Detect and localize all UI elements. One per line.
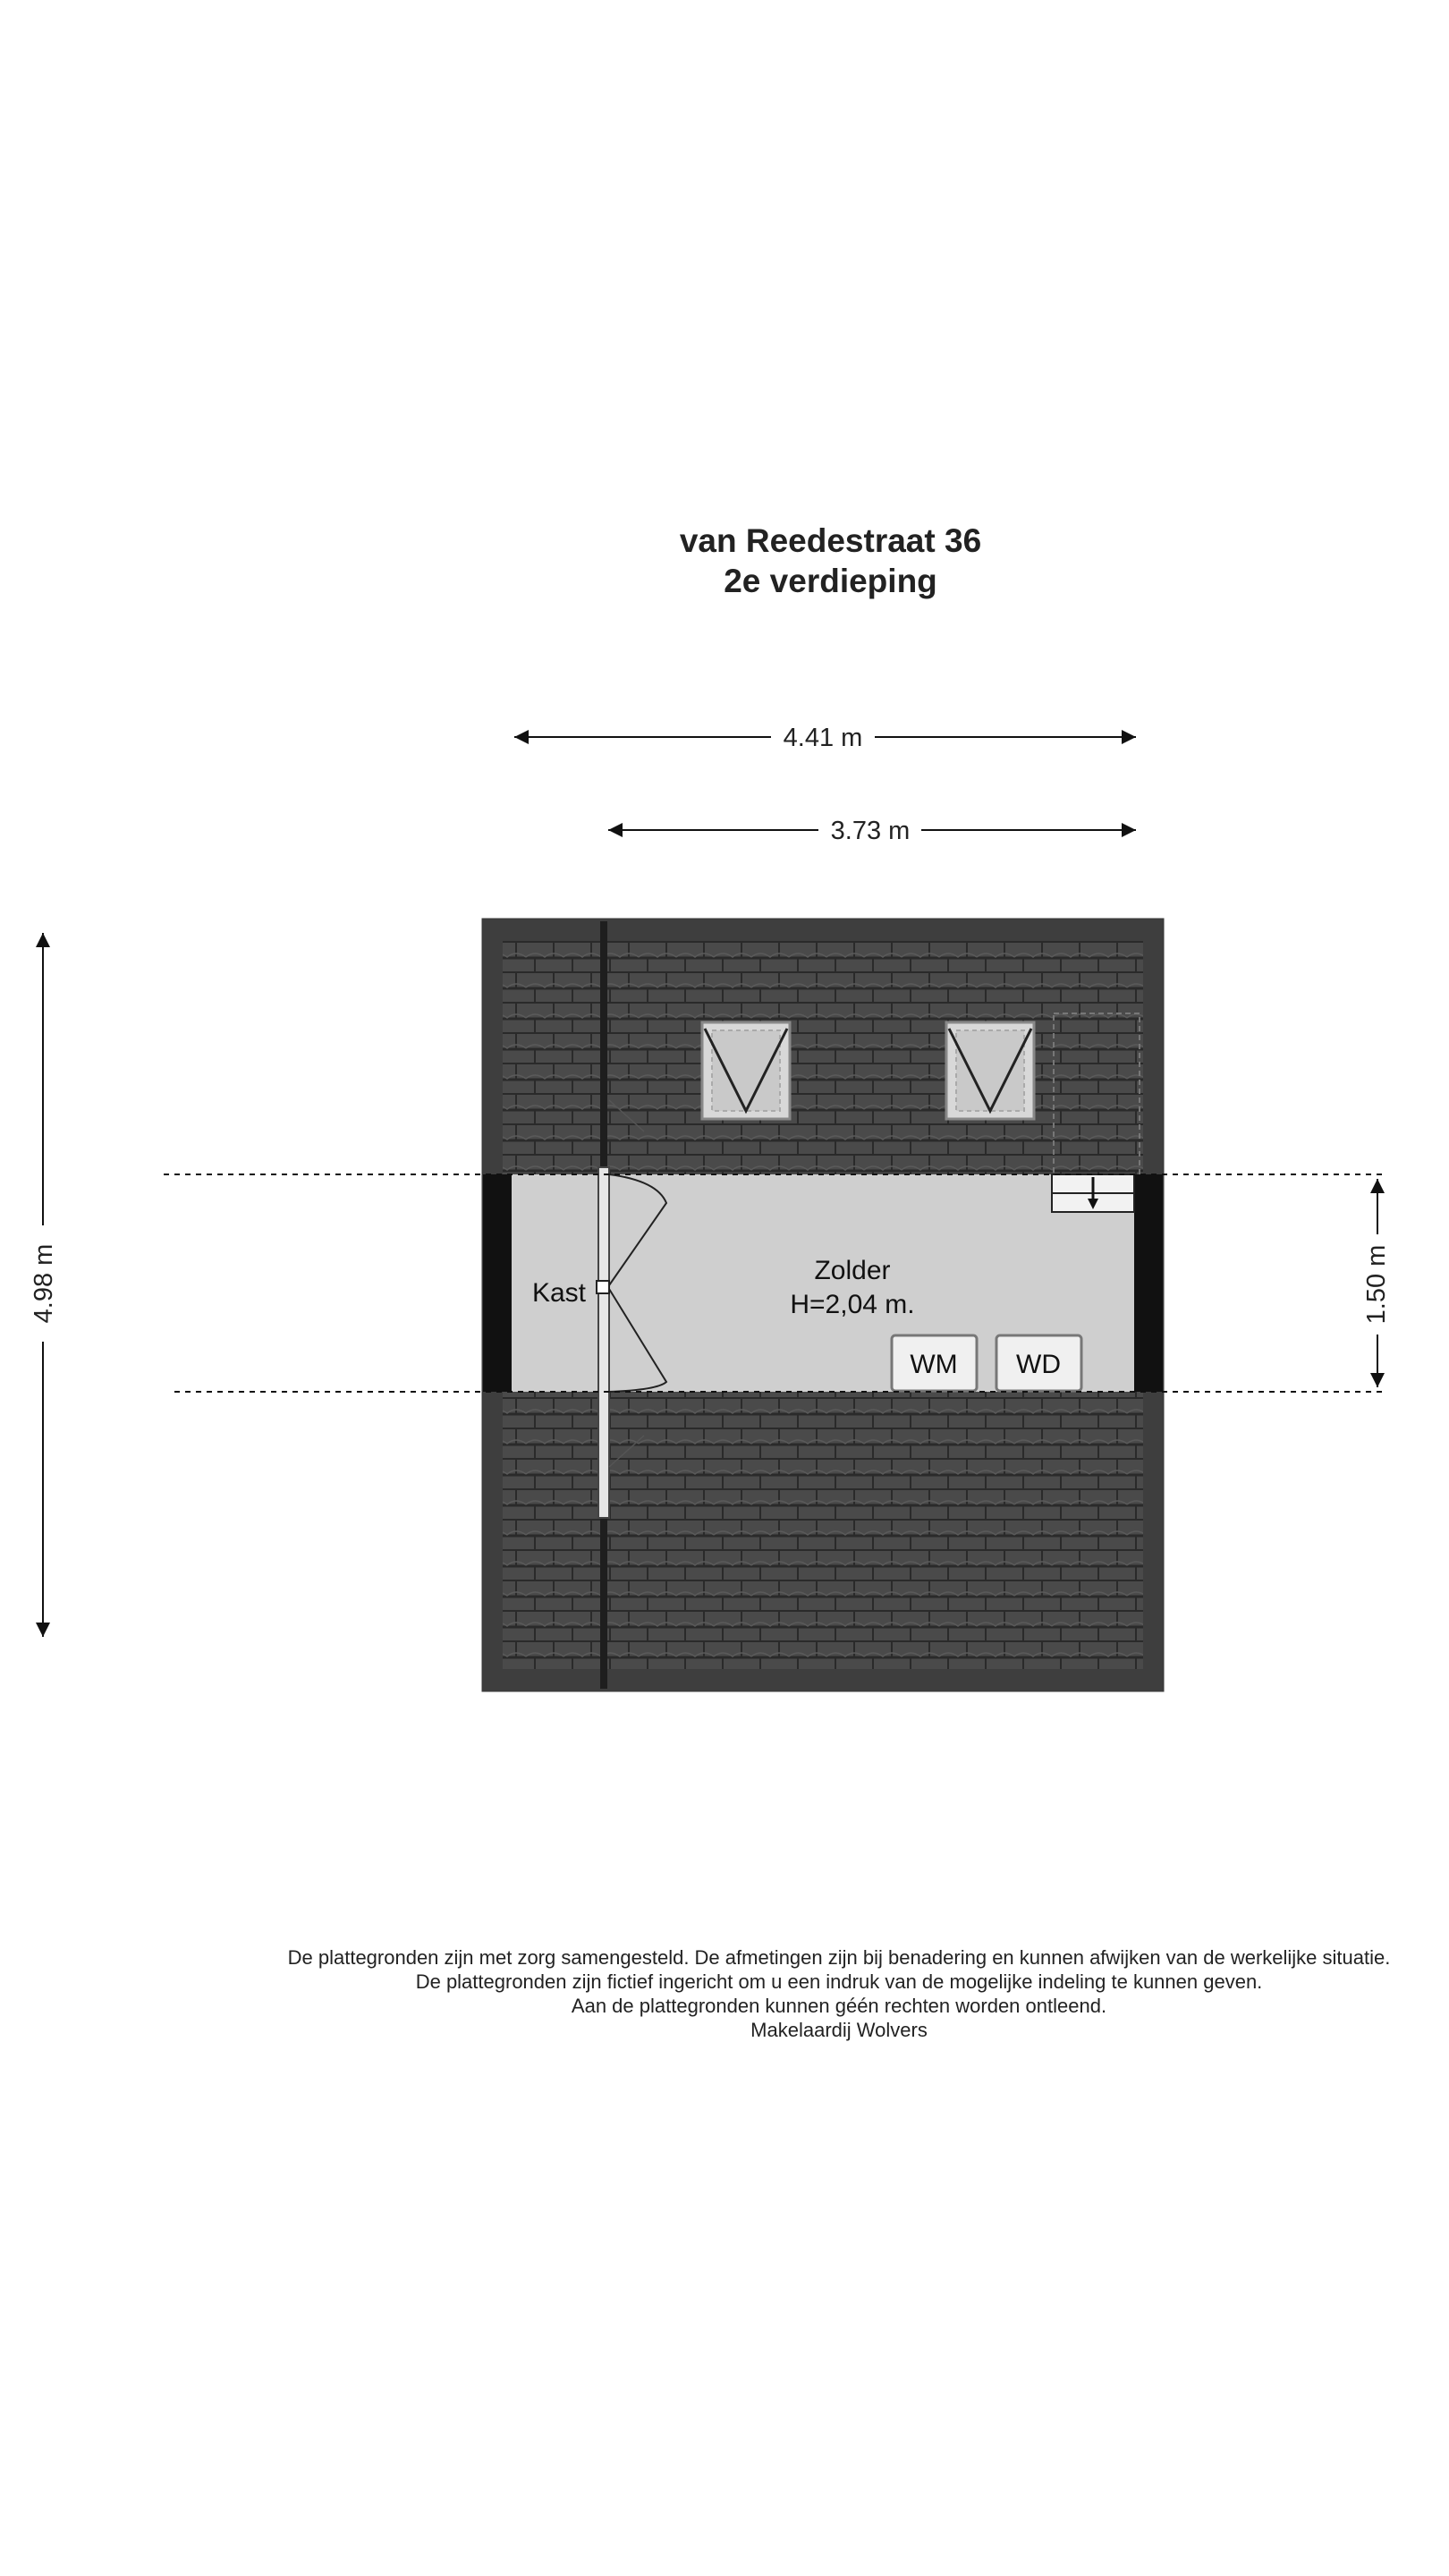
disclaimer-line: De plattegronden zijn met zorg samengesteld. De afmetingen zijn bij benadering en kunnen afwijken van de werkelijke situatie.	[287, 1946, 1391, 1969]
skylight-right	[946, 1022, 1034, 1119]
dimension-width-inner	[608, 817, 1136, 845]
washer-label: WM	[910, 1350, 958, 1379]
dimension-width-outer	[514, 724, 1136, 752]
width-inner-label: 3.73 m	[830, 817, 911, 845]
plan-title-floor: 2e verdieping	[724, 563, 937, 599]
dryer-label: WD	[1016, 1350, 1061, 1379]
closet-label: Kast	[531, 1278, 587, 1308]
depth-room-label: 1.50 m	[1362, 1244, 1391, 1325]
plan-title-address: van Reedestraat 36	[679, 522, 982, 559]
disclaimer-line: Makelaardij Wolvers	[750, 2019, 928, 2041]
disclaimer	[0, 1945, 1449, 2042]
depth-total-label: 4.98 m	[30, 1243, 58, 1324]
dimension-depth-room	[1362, 1179, 1391, 1387]
disclaimer-line: Aan de plattegronden kunnen géén rechten worden ontleend.	[571, 1995, 1107, 2017]
room-height: H=2,04 m.	[790, 1290, 915, 1319]
dryer	[996, 1335, 1081, 1391]
dimension-depth-total	[30, 933, 58, 1637]
skylight-left	[702, 1022, 790, 1119]
width-outer-label: 4.41 m	[783, 724, 863, 752]
disclaimer-line: De plattegronden zijn fictief ingericht om u een indruk van de mogelijke indeling te kunnen geven.	[415, 1970, 1263, 1993]
washing-machine	[892, 1335, 977, 1391]
attic-hatch	[1052, 1174, 1134, 1212]
room-name: Zolder	[814, 1256, 891, 1285]
